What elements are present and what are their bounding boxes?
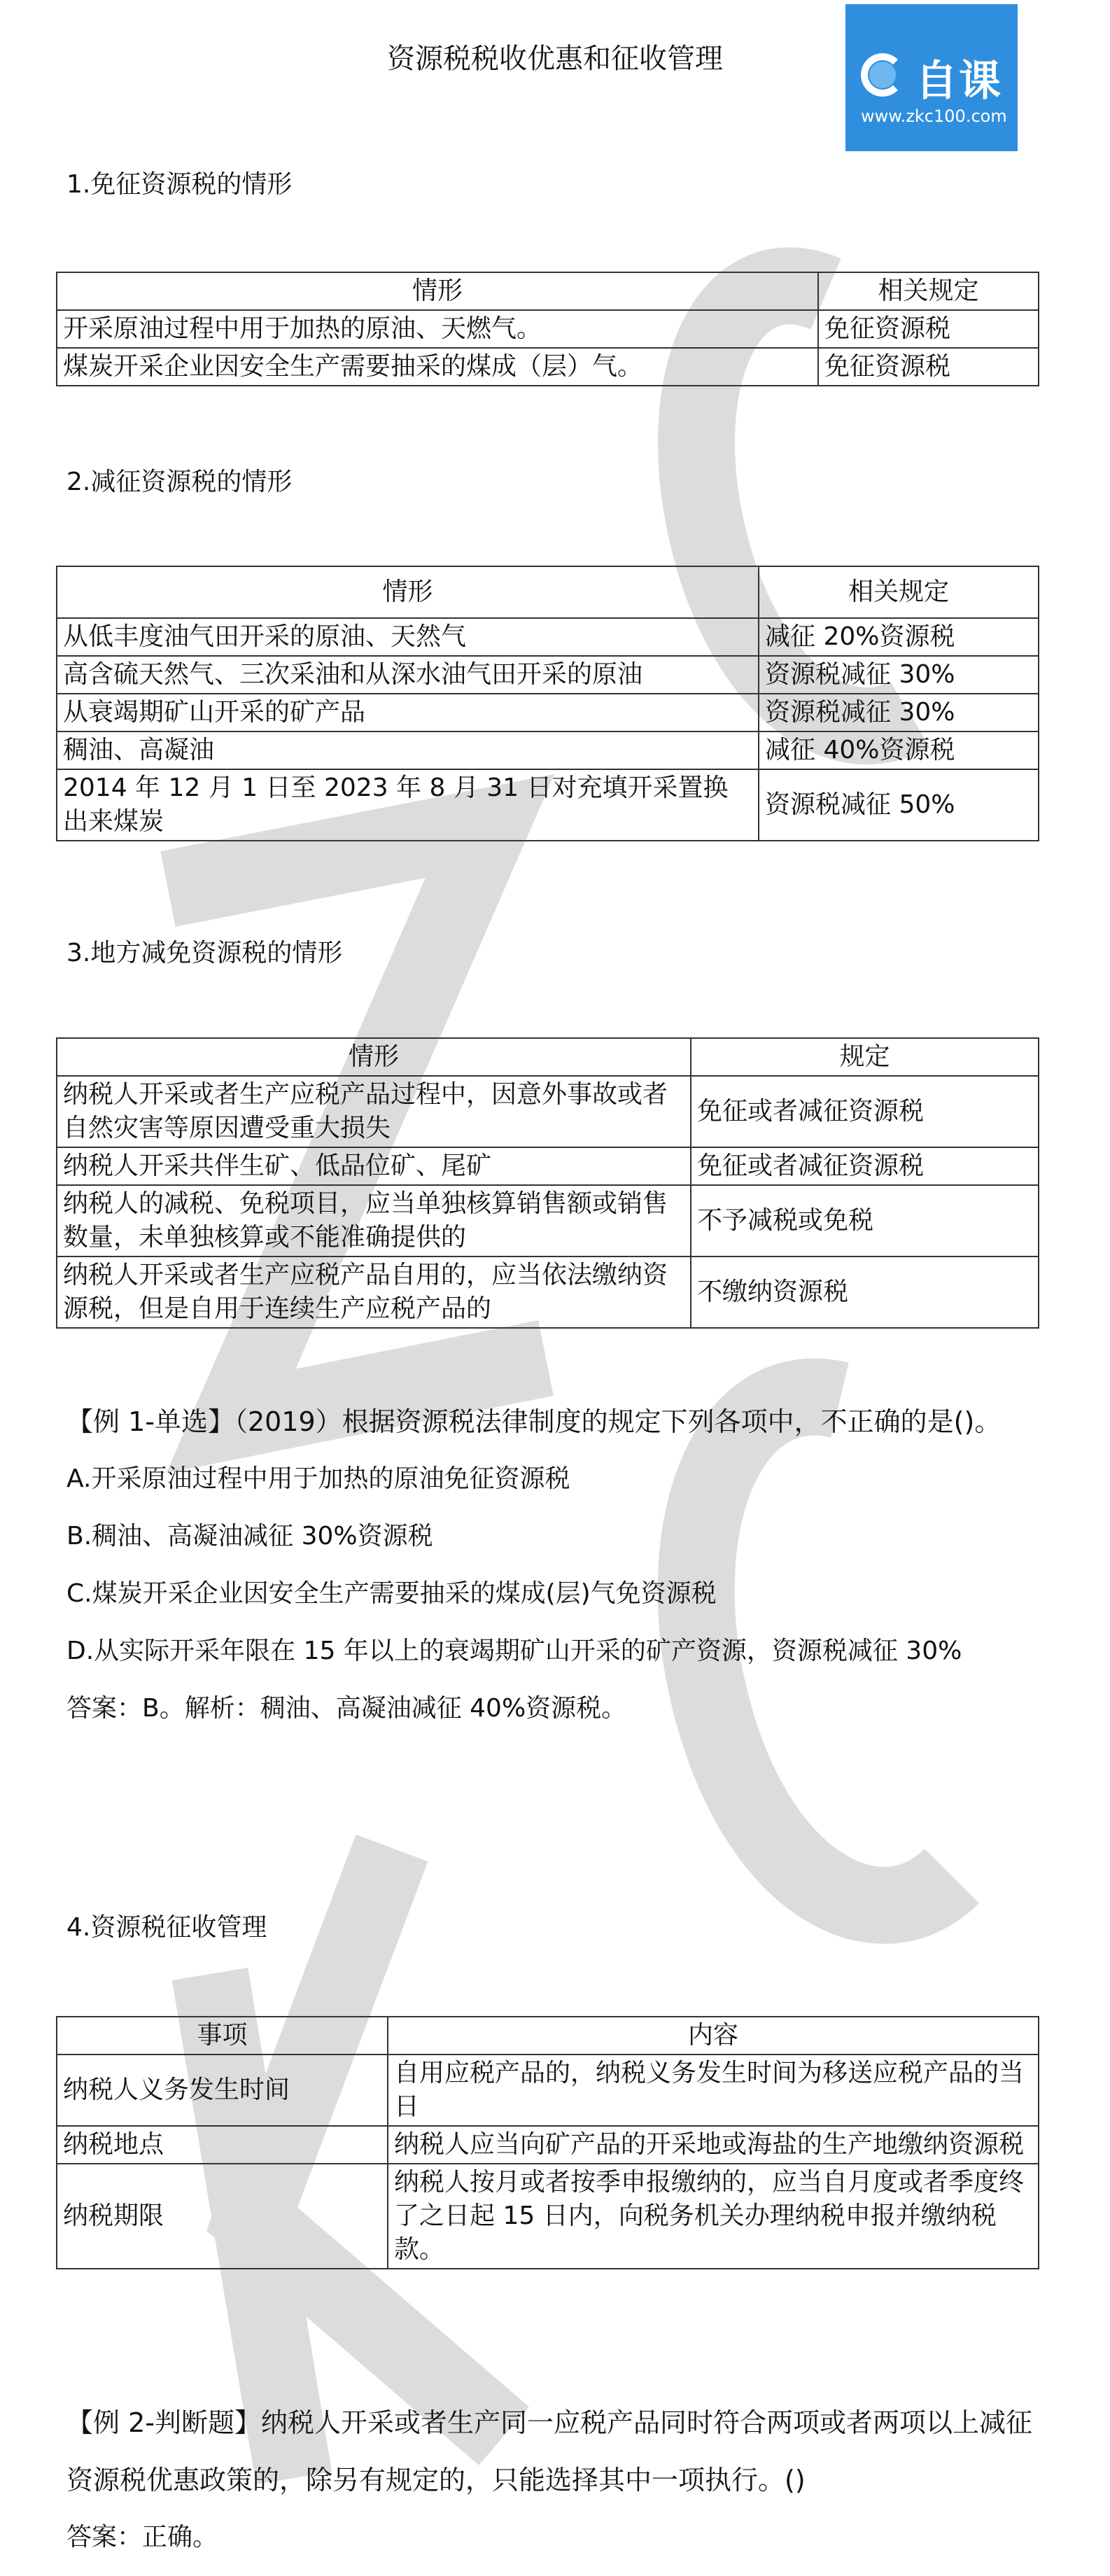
example-1-option-a: A.开采原油过程中用于加热的原油免征资源税 (66, 1464, 570, 1493)
table-cell: 减征 20%资源税 (759, 618, 1039, 656)
table-cell: 煤炭开采企业因安全生产需要抽采的煤成（层）气。 (57, 348, 818, 386)
table-row (57, 2126, 1039, 2164)
table-header-row (57, 1038, 1039, 1076)
header-cell: 内容 (388, 2017, 1039, 2054)
table-cell: 纳税人应当向矿产品的开采地或海盐的生产地缴纳资源税 (388, 2126, 1039, 2164)
example-1-answer: 答案：B。解析：稠油、高凝油减征 40%资源税。 (66, 1694, 627, 1723)
header-cell: 规定 (691, 1038, 1039, 1076)
header-cell: 事项 (57, 2017, 388, 2054)
header-cell: 相关规定 (759, 566, 1039, 618)
table-row (57, 2164, 1039, 2269)
table-header-row (57, 2017, 1039, 2054)
table-row (57, 656, 1039, 694)
table-row (57, 618, 1039, 656)
table-row (57, 1147, 1039, 1185)
table-cell: 自用应税产品的，纳税义务发生时间为移送应税产品的当日 (388, 2054, 1039, 2126)
table-cell: 免征资源税 (818, 348, 1039, 386)
header-cell: 情形 (57, 566, 759, 618)
table-row (57, 769, 1039, 841)
table-cell: 纳税期限 (57, 2164, 388, 2269)
logo-text: 自课 (915, 57, 1002, 106)
table-row (57, 732, 1039, 769)
table-cell: 减征 40%资源税 (759, 732, 1039, 769)
example-1-question: 【例 1-单选】（2019）根据资源税法律制度的规定下列各项中，不正确的是()。 (66, 1406, 1002, 1437)
table-row (57, 348, 1039, 386)
table-cell: 纳税人义务发生时间 (57, 2054, 388, 2126)
table-cell: 免征或者减征资源税 (691, 1147, 1039, 1185)
page-title: 资源税税收优惠和征收管理 (387, 43, 723, 75)
section-1-table (56, 272, 1039, 386)
header-cell: 相关规定 (818, 272, 1039, 310)
section-1-heading: 1.免征资源税的情形 (66, 170, 293, 199)
table-cell: 纳税人按月或者按季申报缴纳的，应当自月度或者季度终了之日起 15 日内，向税务机关办理纳税申报并缴纳税款。 (388, 2164, 1039, 2269)
section-3-heading: 3.地方减免资源税的情形 (66, 939, 343, 967)
table-cell: 2014 年 12 月 1 日至 2023 年 8 月 31 日对充填开采置换出来煤炭 (57, 769, 759, 841)
section-4-table (56, 2016, 1039, 2269)
table-cell: 资源税减征 30% (759, 656, 1039, 694)
table-cell: 纳税人开采或者生产应税产品过程中，因意外事故或者自然灾害等原因遭受重大损失 (57, 1076, 691, 1147)
example-2-question: 【例 2-判断题】纳税人开采或者生产同一应税产品同时符合两项或者两项以上减征资源税优惠政策的，除另有规定的，只能选择其中一项执行。() (66, 2407, 1032, 2496)
header-cell: 情形 (57, 272, 818, 310)
example-2-answer: 答案：正确。 (66, 2523, 218, 2552)
table-row (57, 2054, 1039, 2126)
table-cell: 稠油、高凝油 (57, 732, 759, 769)
logo-url: www.zkc100.com (861, 106, 1007, 126)
table-cell: 资源税减征 30% (759, 694, 1039, 732)
section-2-table (56, 566, 1039, 841)
table-cell: 开采原油过程中用于加热的原油、天燃气。 (57, 310, 818, 348)
table-cell: 从衰竭期矿山开采的矿产品 (57, 694, 759, 732)
example-1-option-b: B.稠油、高凝油减征 30%资源税 (66, 1522, 433, 1550)
table-row (57, 694, 1039, 732)
table-cell: 从低丰度油气田开采的原油、天然气 (57, 618, 759, 656)
section-4-heading: 4.资源税征收管理 (66, 1913, 267, 1942)
table-cell: 纳税人的减税、免税项目，应当单独核算销售额或销售数量，未单独核算或不能准确提供的 (57, 1185, 691, 1256)
table-row (57, 1256, 1039, 1328)
table-cell: 纳税地点 (57, 2126, 388, 2164)
example-1-option-c: C.煤炭开采企业因安全生产需要抽采的煤成(层)气免资源税 (66, 1579, 717, 1608)
table-cell: 纳税人开采或者生产应税产品自用的，应当依法缴纳资源税，但是自用于连续生产应税产品的 (57, 1256, 691, 1328)
table-cell: 免征资源税 (818, 310, 1039, 348)
zkc-logo (845, 4, 1018, 151)
table-row (57, 1076, 1039, 1147)
table-header-row (57, 566, 1039, 618)
section-3-table (56, 1037, 1039, 1329)
table-row (57, 310, 1039, 348)
table-cell: 资源税减征 50% (759, 769, 1039, 841)
header-cell: 情形 (57, 1038, 691, 1076)
section-2-heading: 2.减征资源税的情形 (66, 468, 293, 496)
example-1 (66, 1393, 1046, 1737)
table-header-row (57, 272, 1039, 310)
table-cell: 高含硫天然气、三次采油和从深水油气田开采的原油 (57, 656, 759, 694)
table-row (57, 1185, 1039, 1256)
example-1-option-d: D.从实际开采年限在 15 年以上的衰竭期矿山开采的矿产资源，资源税减征 30% (66, 1637, 962, 1665)
example-2 (66, 2394, 1046, 2566)
table-cell: 不予减税或免税 (691, 1185, 1039, 1256)
table-cell: 免征或者减征资源税 (691, 1076, 1039, 1147)
table-cell: 不缴纳资源税 (691, 1256, 1039, 1328)
logo-mark-inner-icon (869, 62, 896, 88)
table-cell: 纳税人开采共伴生矿、低品位矿、尾矿 (57, 1147, 691, 1185)
